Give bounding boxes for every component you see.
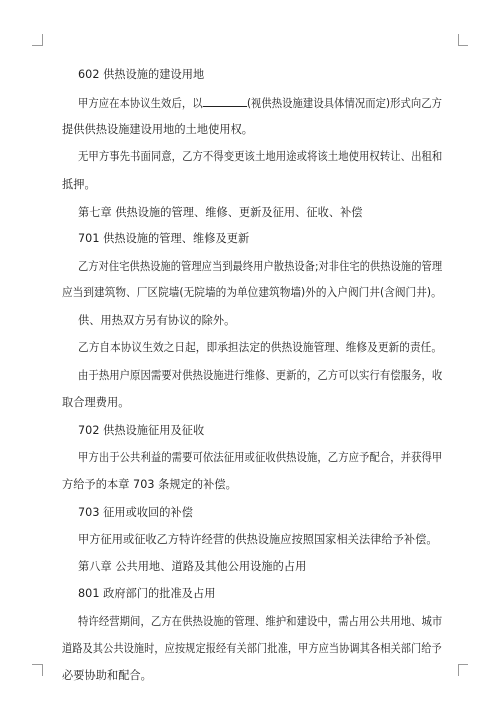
section-heading-701: 701 供热设施的管理、维修及更新 xyxy=(78,232,250,245)
paragraph-line: 方给予的本章 703 条规定的补偿。 xyxy=(62,478,237,491)
paragraph-text: 甲方应在本协议生效后，以 xyxy=(78,97,203,110)
paragraph-line: 由于热用户原因需要对供热设施进行维修、更新的，乙方可以实行有偿服务，收 xyxy=(78,369,443,382)
paragraph-line: 乙方自本协议生效之日起，即承担法定的供热设施管理、维修及更新的责任。 xyxy=(78,341,443,354)
paragraph-text: (视供热设施建设具体情况而定)形式向乙方 xyxy=(246,97,442,110)
crop-mark-top-right xyxy=(458,34,459,46)
crop-mark-bottom-left xyxy=(42,664,43,676)
crop-mark-top-right xyxy=(458,45,468,46)
paragraph-line: 抵押。 xyxy=(62,178,96,191)
section-heading-801: 801 政府部门的批准及占用 xyxy=(78,587,216,600)
paragraph-line: 取合理费用。 xyxy=(62,396,130,409)
section-heading-602: 602 供热设施的建设用地 xyxy=(78,68,205,81)
paragraph-line: 供、用热双方另有协议的除外。 xyxy=(78,314,236,327)
paragraph-line: 特许经营期间，乙方在供热设施的管理、维护和建设中，需占用公共用地、城市 xyxy=(78,615,443,628)
paragraph-line: 乙方对住宅供热设施的管理应当到最终用户散热设备;对非住宅的供热设施的管理 xyxy=(78,260,443,273)
section-heading-703: 703 征用或收回的补偿 xyxy=(78,506,194,519)
paragraph-line: 提供供热设施建设用地的土地使用权。 xyxy=(62,123,254,136)
crop-mark-bottom-right xyxy=(458,664,468,665)
paragraph-line: 甲方征用或征收乙方特许经营的供热设施应按照国家相关法律给予补偿。 xyxy=(78,533,438,546)
paragraph-line xyxy=(78,96,442,111)
crop-mark-top-left xyxy=(42,34,43,46)
chapter-heading-7: 第七章 供热设施的管理、维修、更新及征用、征收、补偿 xyxy=(78,206,363,219)
crop-mark-bottom-left xyxy=(32,664,42,665)
crop-mark-top-left xyxy=(32,45,42,46)
section-heading-702: 702 供热设施征用及征收 xyxy=(78,424,205,437)
paragraph-line: 道路及其公共设施时，应按规定报经有关部门批准，甲方应当协调其各相关部门给予 xyxy=(62,642,442,655)
fill-in-blank xyxy=(203,96,247,107)
paragraph-line: 应当到建筑物、厂区院墙(无院墙的为单位建筑物墙)外的入户阀门井(含阀门井)。 xyxy=(62,286,442,299)
chapter-heading-8: 第八章 公共用地、道路及其他公用设施的占用 xyxy=(78,560,307,573)
crop-mark-bottom-right xyxy=(458,664,459,676)
paragraph-line: 甲方出于公共利益的需要可依法征用或征收供热设施，乙方应予配合，并获得甲 xyxy=(78,451,443,464)
paragraph-line: 无甲方事先书面同意，乙方不得变更该土地用途或将该土地使用权转让、出租和 xyxy=(78,150,443,163)
paragraph-line: 必要协助和配合。 xyxy=(62,669,152,682)
